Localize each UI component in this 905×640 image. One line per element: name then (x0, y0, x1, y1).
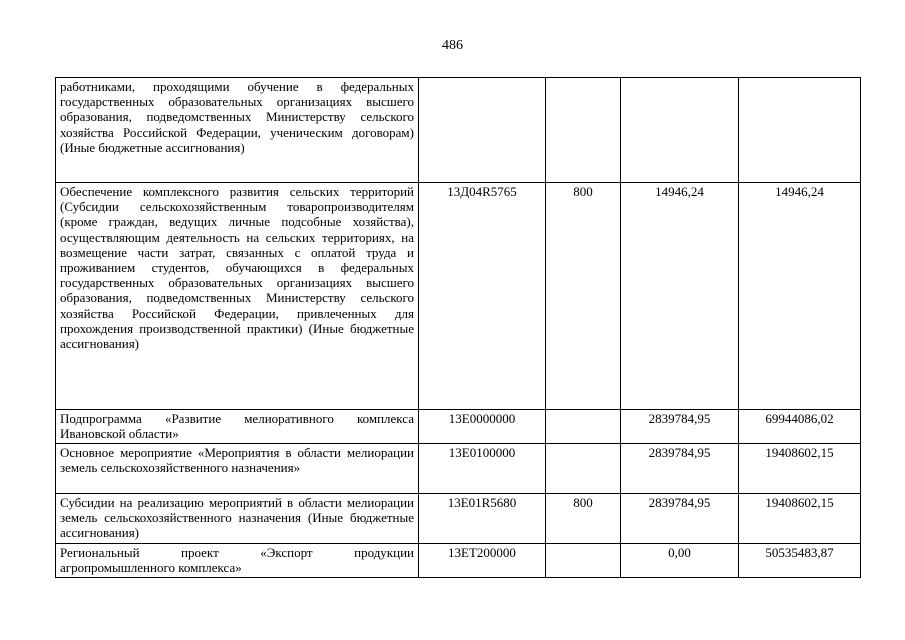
expense-type-cell (546, 544, 621, 578)
target-code-cell: 13Д04R5765 (419, 183, 546, 410)
table-row (56, 494, 861, 544)
amount-cell-1 (621, 78, 739, 183)
page-number: 486 (442, 38, 463, 53)
amount-cell-1: 2839784,95 (621, 410, 739, 444)
target-code-cell: 13Е01R5680 (419, 494, 546, 544)
expense-type-cell (546, 444, 621, 494)
row-name-cell: Основное мероприятие «Мероприятия в области мелиорации земель сельскохозяйственного назначения» (56, 444, 419, 494)
table-row (56, 410, 861, 444)
table-row (56, 78, 861, 183)
amount-cell-1: 2839784,95 (621, 494, 739, 544)
amount-cell-2: 50535483,87 (739, 544, 861, 578)
amount-cell-2: 14946,24 (739, 183, 861, 410)
row-name-cell: Региональный проект «Экспорт продукции агропромышленного комплекса» (56, 544, 419, 578)
target-code-cell (419, 78, 546, 183)
table-row (56, 183, 861, 410)
amount-cell-1: 2839784,95 (621, 444, 739, 494)
row-name-cell: Обеспечение комплексного развития сельских территорий (Субсидии сельскохозяйственным товаропроизводителям (кроме граждан, ведущих личные подсобные хозяйства), осуществляющим деятельность на сельских территориях, на возмещение части затрат, связанных с оплатой труда и проживанием студентов, обучающихся в федеральных государственных образовательных организациях высшего образования, подведомственных Министерству сельского хозяйства Российской Федерации, привлеченных для прохождения производственной практики) (Иные бюджетные ассигнования) (56, 183, 419, 410)
target-code-cell: 13Е0100000 (419, 444, 546, 494)
table-row (56, 444, 861, 494)
expense-type-cell: 800 (546, 494, 621, 544)
budget-table (55, 77, 861, 578)
amount-cell-2: 19408602,15 (739, 494, 861, 544)
amount-cell-2: 69944086,02 (739, 410, 861, 444)
row-name-cell: Подпрограмма «Развитие мелиоративного комплекса Ивановской области» (56, 410, 419, 444)
expense-type-cell (546, 78, 621, 183)
expense-type-cell: 800 (546, 183, 621, 410)
table-row (56, 544, 861, 578)
row-name-cell: Субсидии на реализацию мероприятий в области мелиорации земель сельскохозяйственного назначения (Иные бюджетные ассигнования) (56, 494, 419, 544)
expense-type-cell (546, 410, 621, 444)
row-name-cell: работниками, проходящими обучение в федеральных государственных образовательных организациях высшего образования, подведомственных Министерству сельского хозяйства Российской Федерации, ученическим договорам) (Иные бюджетные ассигнования) (56, 78, 419, 183)
target-code-cell: 13ЕТ200000 (419, 544, 546, 578)
amount-cell-2: 19408602,15 (739, 444, 861, 494)
amount-cell-2 (739, 78, 861, 183)
amount-cell-1: 0,00 (621, 544, 739, 578)
amount-cell-1: 14946,24 (621, 183, 739, 410)
target-code-cell: 13Е0000000 (419, 410, 546, 444)
